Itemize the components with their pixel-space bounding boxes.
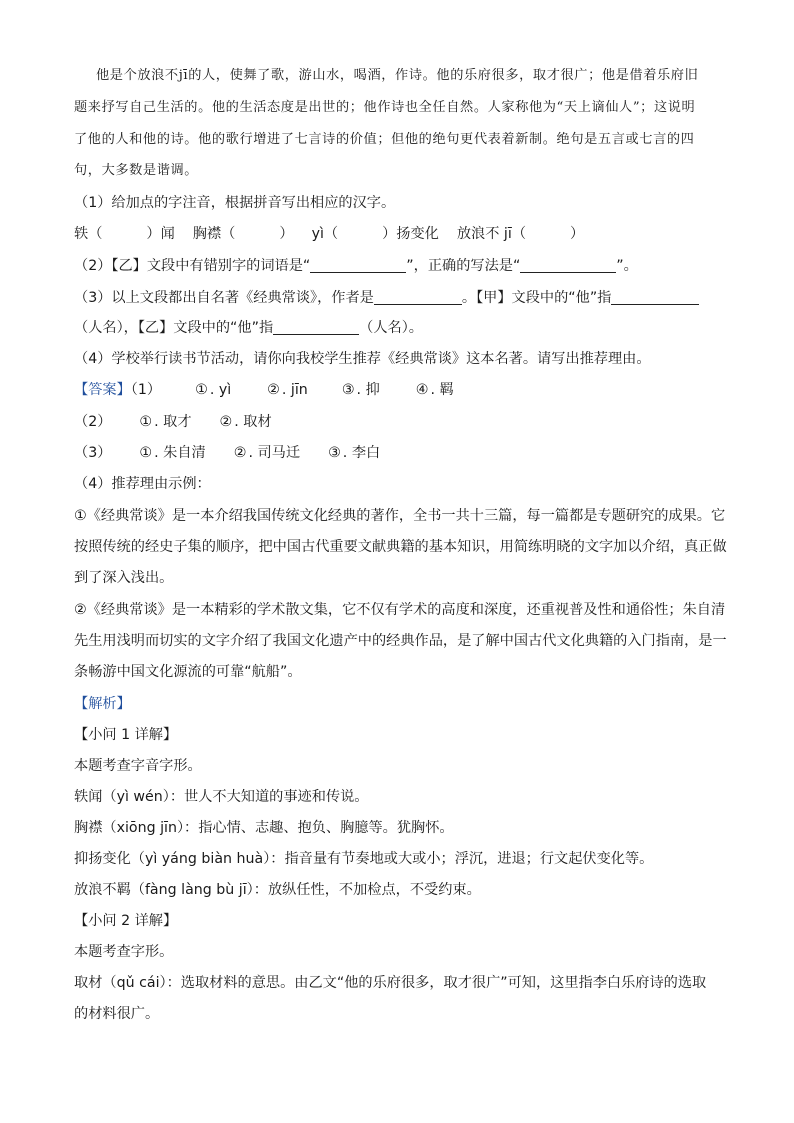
answer-1-marker-1: ① xyxy=(195,382,208,398)
answer-2-num: （2） xyxy=(74,414,112,430)
answer-1-num: （1） xyxy=(130,382,162,398)
answer-label: 【答案】 xyxy=(74,382,131,398)
answer-3-value-3: . 李白 xyxy=(342,445,381,461)
q3-blank-author[interactable] xyxy=(374,289,462,305)
passage-line-3: 了他的人和他的诗。他的歌行增进了七言诗的价值；但他的绝句更代表着新制。绝句是五言或七言的四 xyxy=(74,132,695,147)
answer-4-p1-line-1: ①《经典常谈》是一本介绍我国传统文化经典的著作，全书一共十三篇，每一篇都是专题研究的成果。它 xyxy=(74,508,726,524)
q2-blank-2[interactable] xyxy=(520,257,616,273)
answer-4-p2-line-1: ②《经典常谈》是一本精彩的学术散文集，它不仅有学术的高度和深度，还重视普及性和通俗性；朱自清 xyxy=(74,602,726,618)
q2-text-b: ”，正确的写法是“ xyxy=(406,258,521,274)
answer-2-value-1: . 取才 xyxy=(154,414,192,430)
q2-text-a: （2）【乙】文段中有错别字的词语是“ xyxy=(74,258,311,274)
answer-row-3 xyxy=(74,443,380,463)
q3-text-b: 。【甲】文段中的“他”指 xyxy=(461,290,612,306)
answer-3-marker-3: ③ xyxy=(328,445,341,461)
answer-2-marker-2: ② xyxy=(219,414,233,430)
answer-1-value-4: . 羁 xyxy=(430,382,454,398)
question-1-items xyxy=(74,224,584,244)
analysis-sub-1-line-2: 胸襟（xiōng jīn）：指心情、志趣、抱负、胸臆等。犹胸怀。 xyxy=(74,820,454,836)
answer-2-marker-1: ① xyxy=(139,414,153,430)
analysis-sub-2-line-1: 取材（qǔ cái）：选取材料的意思。由乙文“他的乐府很多，取才很广”可知，这里指李白乐府诗的选取 xyxy=(74,975,707,991)
q1-item-c-pre: yì（ xyxy=(311,226,339,242)
q1-item-b-post: ） xyxy=(279,226,294,242)
passage-line-1: 他是个放浪不jī的人，使舞了歌，游山水，喝酒，作诗。他的乐府很多，取才很广；他是借着乐府旧 xyxy=(96,68,699,83)
analysis-sub-2-line-2: 的材料很广。 xyxy=(74,1006,160,1022)
answer-1-value-1: . yì xyxy=(209,382,232,398)
analysis-sub-1-line-4: 放浪不羁（fàng làng bù jī）：放纵任性，不加检点，不受约束。 xyxy=(74,882,481,898)
q3-text-d: （人名）。 xyxy=(359,320,423,336)
answer-1-marker-4: ④ xyxy=(415,382,429,398)
q3-text-a: （3）以上文段都出自名著《经典常谈》，作者是 xyxy=(74,290,374,306)
answer-4-p1-line-2: 按照传统的经史子集的顺序，把中国古代重要文献典籍的基本知识，用简练明晓的文字加以介绍，真正做 xyxy=(74,539,727,555)
q3-blank-yi[interactable] xyxy=(273,319,359,335)
passage-line-2: 题来抒写自己生活的。他的生活态度是出世的；他作诗也全任自然。人家称他为“天上谪仙人”；这说明 xyxy=(74,100,696,115)
question-3-line-2 xyxy=(74,318,423,338)
analysis-label: 【解析】 xyxy=(74,696,131,712)
analysis-sub-1-line-3: 抑扬变化（yì yáng biàn huà）：指音量有节奏地或大或小；浮沉，进退；行文起伏变化等。 xyxy=(74,851,654,867)
q1-item-d-pre: 放浪不 jī（ xyxy=(456,226,527,242)
answer-3-value-1: . 朱自清 xyxy=(154,445,206,461)
analysis-sub-1-line-1: 轶闻（yì wén）：世人不大知道的事迹和传说。 xyxy=(74,789,369,805)
answer-4-p2-line-2: 先生用浅明而切实的文字介绍了我国文化遗产中的经典作品，是了解中国古代文化典籍的入门指南，是一 xyxy=(74,633,727,649)
question-2 xyxy=(74,256,638,276)
q2-blank-1[interactable] xyxy=(310,257,406,273)
answer-4-p2-line-3: 条畅游中国文化源流的可靠“航船”。 xyxy=(74,664,302,680)
answer-2-value-2: . 取材 xyxy=(234,414,272,430)
analysis-sub-1-intro: 本题考查字音字形。 xyxy=(74,758,202,774)
answer-3-num: （3） xyxy=(74,445,112,461)
q2-text-c: ”。 xyxy=(616,258,638,274)
question-3-line-1 xyxy=(74,288,699,308)
q1-item-c-post: ）扬变化 xyxy=(382,226,439,242)
answer-row-2 xyxy=(74,412,272,432)
analysis-sub-2-intro: 本题考查字形。 xyxy=(74,944,174,960)
analysis-sub-2-heading: 【小问 2 详解】 xyxy=(74,913,178,929)
answer-1-marker-2: ② xyxy=(267,382,280,398)
q3-blank-jia[interactable] xyxy=(611,289,699,305)
q1-item-b-pre: 胸襟（ xyxy=(192,226,236,242)
answer-3-value-2: . 司马迁 xyxy=(248,445,301,461)
question-1: （1）给加点的字注音，根据拼音写出相应的汉字。 xyxy=(74,195,396,211)
q1-item-a-pre: 轶（ xyxy=(74,226,103,242)
q1-item-a-post: ）闻 xyxy=(146,226,175,242)
passage-line-4: 句，大多数是谐调。 xyxy=(74,163,199,178)
q1-item-d-post: ） xyxy=(570,226,585,242)
answer-4-heading: （4）推荐理由示例： xyxy=(74,476,211,492)
answer-row-1 xyxy=(74,380,454,400)
answer-1-value-3: . 抑 xyxy=(356,382,380,398)
answer-3-marker-1: ① xyxy=(139,445,153,461)
q3-text-c: （人名），【乙】文段中的“他”指 xyxy=(74,320,274,336)
question-4: （4）学校举行读书节活动，请你向我校学生推荐《经典常谈》这本名著。请写出推荐理由。 xyxy=(74,351,651,367)
answer-1-marker-3: ③ xyxy=(341,382,355,398)
answer-1-value-2: . jīn xyxy=(281,382,308,398)
answer-4-p1-line-3: 到了深入浅出。 xyxy=(74,570,174,586)
analysis-sub-1-heading: 【小问 1 详解】 xyxy=(74,727,178,743)
answer-3-marker-2: ② xyxy=(233,445,247,461)
